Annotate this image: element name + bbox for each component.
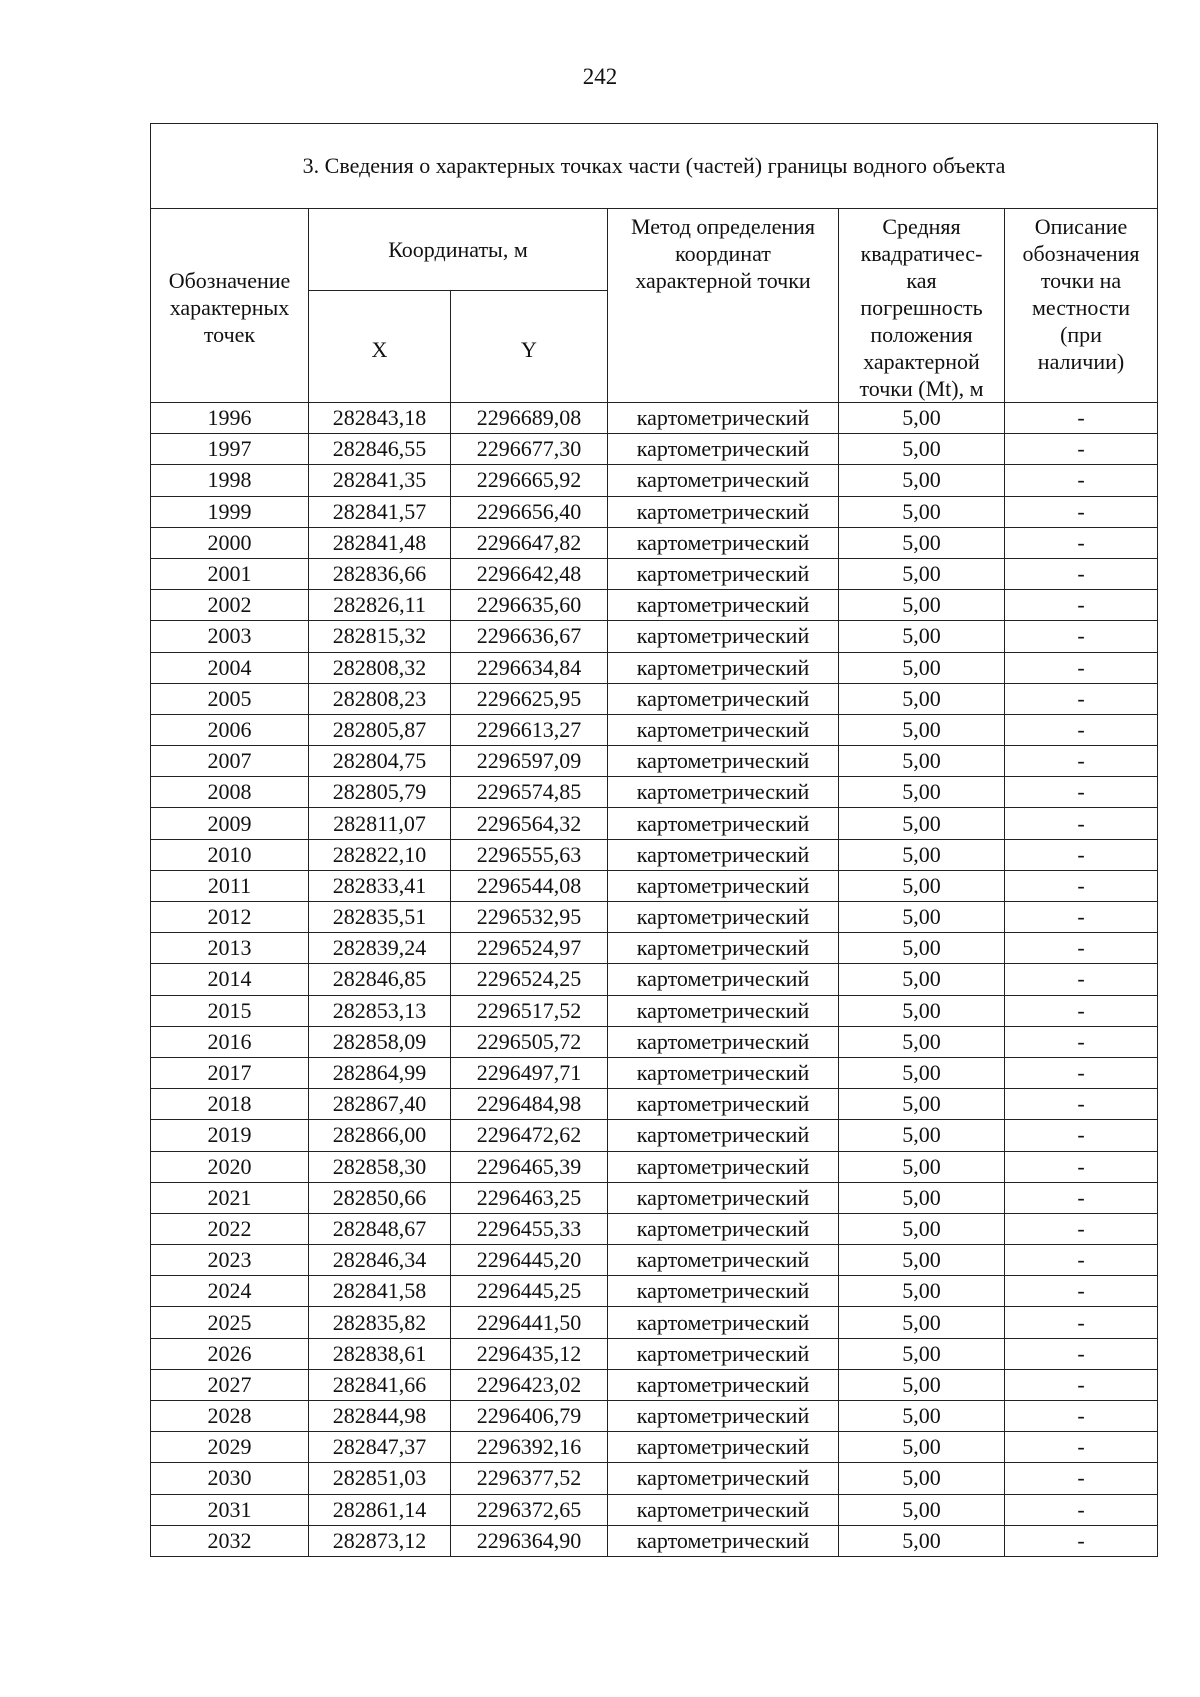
cell-accuracy: 5,00 xyxy=(839,1494,1005,1525)
cell-accuracy: 5,00 xyxy=(839,1182,1005,1213)
cell-coord-y: 2296665,92 xyxy=(451,465,608,496)
cell-point-id: 2031 xyxy=(151,1494,309,1525)
cell-description: - xyxy=(1005,590,1158,621)
cell-coord-y: 2296445,25 xyxy=(451,1276,608,1307)
cell-accuracy: 5,00 xyxy=(839,1026,1005,1057)
cell-description: - xyxy=(1005,777,1158,808)
header-designation xyxy=(151,209,309,403)
cell-coord-y: 2296435,12 xyxy=(451,1338,608,1369)
cell-coord-x: 282838,61 xyxy=(309,1338,451,1369)
cell-method: картометрический xyxy=(608,1276,839,1307)
cell-method: картометрический xyxy=(608,683,839,714)
cell-point-id: 2004 xyxy=(151,652,309,683)
cell-description: - xyxy=(1005,1307,1158,1338)
cell-accuracy: 5,00 xyxy=(839,621,1005,652)
cell-coord-y: 2296532,95 xyxy=(451,902,608,933)
cell-description: - xyxy=(1005,1494,1158,1525)
cell-accuracy: 5,00 xyxy=(839,1245,1005,1276)
table-row xyxy=(151,1338,1158,1369)
cell-coord-x: 282846,85 xyxy=(309,964,451,995)
cell-accuracy: 5,00 xyxy=(839,1307,1005,1338)
table-row xyxy=(151,1525,1158,1556)
cell-method: картометрический xyxy=(608,1245,839,1276)
table-row xyxy=(151,683,1158,714)
cell-method: картометрический xyxy=(608,1307,839,1338)
cell-method: картометрический xyxy=(608,870,839,901)
cell-description: - xyxy=(1005,621,1158,652)
cell-description: - xyxy=(1005,1026,1158,1057)
cell-description: - xyxy=(1005,1401,1158,1432)
cell-coord-y: 2296524,25 xyxy=(451,964,608,995)
cell-description: - xyxy=(1005,1213,1158,1244)
cell-coord-x: 282835,82 xyxy=(309,1307,451,1338)
cell-method: картометрический xyxy=(608,1057,839,1088)
cell-description: - xyxy=(1005,652,1158,683)
cell-description: - xyxy=(1005,808,1158,839)
cell-description: - xyxy=(1005,746,1158,777)
cell-coord-y: 2296597,09 xyxy=(451,746,608,777)
cell-method: картометрический xyxy=(608,902,839,933)
cell-method: картометрический xyxy=(608,1338,839,1369)
table-row xyxy=(151,1026,1158,1057)
table-row xyxy=(151,746,1158,777)
cell-description: - xyxy=(1005,714,1158,745)
table-row xyxy=(151,590,1158,621)
table-row xyxy=(151,1401,1158,1432)
cell-coord-y: 2296613,27 xyxy=(451,714,608,745)
table-row xyxy=(151,465,1158,496)
table-row xyxy=(151,902,1158,933)
cell-coord-x: 282861,14 xyxy=(309,1494,451,1525)
cell-point-id: 2013 xyxy=(151,933,309,964)
cell-coord-x: 282850,66 xyxy=(309,1182,451,1213)
cell-method: картометрический xyxy=(608,403,839,434)
cell-coord-y: 2296484,98 xyxy=(451,1089,608,1120)
cell-description: - xyxy=(1005,558,1158,589)
cell-point-id: 2021 xyxy=(151,1182,309,1213)
table-body xyxy=(151,403,1158,1557)
cell-point-id: 1998 xyxy=(151,465,309,496)
cell-point-id: 2027 xyxy=(151,1369,309,1400)
cell-description: - xyxy=(1005,1245,1158,1276)
cell-accuracy: 5,00 xyxy=(839,1151,1005,1182)
table-row xyxy=(151,652,1158,683)
table-row xyxy=(151,933,1158,964)
cell-accuracy: 5,00 xyxy=(839,870,1005,901)
cell-coord-x: 282841,35 xyxy=(309,465,451,496)
cell-description: - xyxy=(1005,995,1158,1026)
cell-coord-x: 282841,57 xyxy=(309,496,451,527)
cell-description: - xyxy=(1005,1463,1158,1494)
cell-point-id: 2022 xyxy=(151,1213,309,1244)
cell-coord-y: 2296392,16 xyxy=(451,1432,608,1463)
cell-coord-x: 282867,40 xyxy=(309,1089,451,1120)
cell-point-id: 2016 xyxy=(151,1026,309,1057)
cell-coord-x: 282858,09 xyxy=(309,1026,451,1057)
cell-coord-x: 282841,48 xyxy=(309,527,451,558)
cell-point-id: 2023 xyxy=(151,1245,309,1276)
cell-coord-y: 2296677,30 xyxy=(451,434,608,465)
cell-coord-y: 2296544,08 xyxy=(451,870,608,901)
cell-description: - xyxy=(1005,496,1158,527)
cell-accuracy: 5,00 xyxy=(839,527,1005,558)
cell-accuracy: 5,00 xyxy=(839,1432,1005,1463)
cell-coord-y: 2296441,50 xyxy=(451,1307,608,1338)
cell-method: картометрический xyxy=(608,1463,839,1494)
cell-point-id: 2005 xyxy=(151,683,309,714)
table-row xyxy=(151,621,1158,652)
table-row xyxy=(151,1089,1158,1120)
cell-method: картометрический xyxy=(608,1151,839,1182)
cell-coord-y: 2296635,60 xyxy=(451,590,608,621)
table-row xyxy=(151,403,1158,434)
cell-point-id: 2026 xyxy=(151,1338,309,1369)
cell-coord-y: 2296689,08 xyxy=(451,403,608,434)
cell-coord-x: 282805,87 xyxy=(309,714,451,745)
cell-point-id: 2009 xyxy=(151,808,309,839)
cell-description: - xyxy=(1005,1369,1158,1400)
cell-coord-y: 2296656,40 xyxy=(451,496,608,527)
cell-accuracy: 5,00 xyxy=(839,1276,1005,1307)
cell-coord-y: 2296524,97 xyxy=(451,933,608,964)
cell-coord-x: 282844,98 xyxy=(309,1401,451,1432)
cell-point-id: 2001 xyxy=(151,558,309,589)
cell-coord-y: 2296472,62 xyxy=(451,1120,608,1151)
cell-accuracy: 5,00 xyxy=(839,434,1005,465)
cell-method: картометрический xyxy=(608,933,839,964)
cell-coord-x: 282826,11 xyxy=(309,590,451,621)
cell-point-id: 2015 xyxy=(151,995,309,1026)
cell-coord-y: 2296574,85 xyxy=(451,777,608,808)
cell-method: картометрический xyxy=(608,1182,839,1213)
cell-accuracy: 5,00 xyxy=(839,465,1005,496)
cell-coord-x: 282847,37 xyxy=(309,1432,451,1463)
cell-coord-x: 282864,99 xyxy=(309,1057,451,1088)
cell-method: картометрический xyxy=(608,465,839,496)
cell-method: картометрический xyxy=(608,621,839,652)
cell-method: картометрический xyxy=(608,1432,839,1463)
cell-description: - xyxy=(1005,1525,1158,1556)
table-row xyxy=(151,808,1158,839)
table-row xyxy=(151,777,1158,808)
cell-method: картометрический xyxy=(608,808,839,839)
header-designation-label: Обозначение характерных точек xyxy=(168,268,291,347)
header-method xyxy=(608,209,839,403)
cell-coord-y: 2296642,48 xyxy=(451,558,608,589)
cell-point-id: 2029 xyxy=(151,1432,309,1463)
cell-point-id: 2003 xyxy=(151,621,309,652)
cell-point-id: 2024 xyxy=(151,1276,309,1307)
cell-method: картометрический xyxy=(608,1401,839,1432)
table-row xyxy=(151,964,1158,995)
table-row xyxy=(151,714,1158,745)
header-y-label: Y xyxy=(521,336,537,362)
cell-coord-y: 2296497,71 xyxy=(451,1057,608,1088)
cell-coord-x: 282836,66 xyxy=(309,558,451,589)
cell-method: картометрический xyxy=(608,777,839,808)
cell-accuracy: 5,00 xyxy=(839,1401,1005,1432)
table-row xyxy=(151,1307,1158,1338)
cell-coord-x: 282808,23 xyxy=(309,683,451,714)
cell-description: - xyxy=(1005,465,1158,496)
cell-coord-y: 2296505,72 xyxy=(451,1026,608,1057)
cell-coord-y: 2296423,02 xyxy=(451,1369,608,1400)
cell-coord-x: 282811,07 xyxy=(309,808,451,839)
table-row xyxy=(151,995,1158,1026)
cell-method: картометрический xyxy=(608,1369,839,1400)
cell-point-id: 2017 xyxy=(151,1057,309,1088)
cell-description: - xyxy=(1005,902,1158,933)
page-number: 242 xyxy=(582,64,618,89)
cell-accuracy: 5,00 xyxy=(839,1369,1005,1400)
cell-description: - xyxy=(1005,403,1158,434)
header-method-label: Метод определения координат характерной точки xyxy=(630,214,816,293)
cell-method: картометрический xyxy=(608,964,839,995)
cell-accuracy: 5,00 xyxy=(839,558,1005,589)
table-row xyxy=(151,527,1158,558)
cell-accuracy: 5,00 xyxy=(839,964,1005,995)
cell-coord-x: 282822,10 xyxy=(309,839,451,870)
cell-coord-y: 2296555,63 xyxy=(451,839,608,870)
cell-coord-x: 282873,12 xyxy=(309,1525,451,1556)
table-row xyxy=(151,1151,1158,1182)
cell-point-id: 2002 xyxy=(151,590,309,621)
header-x xyxy=(309,290,451,402)
cell-coord-x: 282833,41 xyxy=(309,870,451,901)
table-row xyxy=(151,1494,1158,1525)
cell-description: - xyxy=(1005,1089,1158,1120)
cell-accuracy: 5,00 xyxy=(839,839,1005,870)
cell-method: картометрический xyxy=(608,1089,839,1120)
cell-coord-x: 282835,51 xyxy=(309,902,451,933)
cell-coord-y: 2296465,39 xyxy=(451,1151,608,1182)
table-row xyxy=(151,1369,1158,1400)
cell-method: картометрический xyxy=(608,839,839,870)
cell-coord-x: 282841,66 xyxy=(309,1369,451,1400)
cell-coord-y: 2296625,95 xyxy=(451,683,608,714)
table-row xyxy=(151,1213,1158,1244)
table-row xyxy=(151,496,1158,527)
cell-coord-y: 2296372,65 xyxy=(451,1494,608,1525)
cell-coord-x: 282853,13 xyxy=(309,995,451,1026)
cell-description: - xyxy=(1005,1432,1158,1463)
cell-coord-x: 282805,79 xyxy=(309,777,451,808)
cell-method: картометрический xyxy=(608,496,839,527)
cell-accuracy: 5,00 xyxy=(839,1463,1005,1494)
cell-accuracy: 5,00 xyxy=(839,746,1005,777)
cell-description: - xyxy=(1005,964,1158,995)
cell-point-id: 2012 xyxy=(151,902,309,933)
header-y xyxy=(451,290,608,402)
cell-description: - xyxy=(1005,1182,1158,1213)
cell-coord-y: 2296564,32 xyxy=(451,808,608,839)
cell-point-id: 1996 xyxy=(151,403,309,434)
cell-coord-x: 282866,00 xyxy=(309,1120,451,1151)
cell-point-id: 2007 xyxy=(151,746,309,777)
cell-description: - xyxy=(1005,839,1158,870)
cell-coord-x: 282858,30 xyxy=(309,1151,451,1182)
cell-point-id: 2019 xyxy=(151,1120,309,1151)
cell-accuracy: 5,00 xyxy=(839,1338,1005,1369)
cell-coord-x: 282846,55 xyxy=(309,434,451,465)
cell-method: картометрический xyxy=(608,1525,839,1556)
characteristic-points-table xyxy=(150,123,1158,1557)
cell-point-id: 2000 xyxy=(151,527,309,558)
cell-point-id: 2010 xyxy=(151,839,309,870)
cell-coord-x: 282846,34 xyxy=(309,1245,451,1276)
cell-coord-y: 2296636,67 xyxy=(451,621,608,652)
cell-coord-y: 2296445,20 xyxy=(451,1245,608,1276)
cell-method: картометрический xyxy=(608,558,839,589)
cell-coord-y: 2296364,90 xyxy=(451,1525,608,1556)
cell-coord-y: 2296634,84 xyxy=(451,652,608,683)
cell-coord-x: 282843,18 xyxy=(309,403,451,434)
table-row xyxy=(151,434,1158,465)
cell-description: - xyxy=(1005,1120,1158,1151)
header-description xyxy=(1005,209,1158,403)
cell-accuracy: 5,00 xyxy=(839,1089,1005,1120)
cell-point-id: 2006 xyxy=(151,714,309,745)
cell-coord-x: 282815,32 xyxy=(309,621,451,652)
cell-point-id: 2018 xyxy=(151,1089,309,1120)
cell-description: - xyxy=(1005,527,1158,558)
cell-description: - xyxy=(1005,1151,1158,1182)
table-row xyxy=(151,558,1158,589)
cell-method: картометрический xyxy=(608,746,839,777)
table-row xyxy=(151,1182,1158,1213)
cell-accuracy: 5,00 xyxy=(839,808,1005,839)
cell-method: картометрический xyxy=(608,714,839,745)
section-title: 3. Сведения о характерных точках части (частей) границы водного объекта xyxy=(151,124,1158,209)
cell-accuracy: 5,00 xyxy=(839,933,1005,964)
cell-coord-x: 282804,75 xyxy=(309,746,451,777)
cell-coord-y: 2296455,33 xyxy=(451,1213,608,1244)
cell-accuracy: 5,00 xyxy=(839,496,1005,527)
cell-point-id: 2030 xyxy=(151,1463,309,1494)
cell-coord-x: 282851,03 xyxy=(309,1463,451,1494)
cell-point-id: 2028 xyxy=(151,1401,309,1432)
cell-description: - xyxy=(1005,933,1158,964)
cell-point-id: 2014 xyxy=(151,964,309,995)
cell-point-id: 2011 xyxy=(151,870,309,901)
cell-coord-y: 2296647,82 xyxy=(451,527,608,558)
table-row xyxy=(151,1276,1158,1307)
table-row xyxy=(151,1120,1158,1151)
cell-accuracy: 5,00 xyxy=(839,777,1005,808)
cell-coord-x: 282808,32 xyxy=(309,652,451,683)
cell-method: картометрический xyxy=(608,1494,839,1525)
table-row xyxy=(151,1432,1158,1463)
cell-description: - xyxy=(1005,1338,1158,1369)
cell-method: картометрический xyxy=(608,1026,839,1057)
cell-coord-y: 2296377,52 xyxy=(451,1463,608,1494)
table-row xyxy=(151,1057,1158,1088)
cell-method: картометрический xyxy=(608,995,839,1026)
cell-accuracy: 5,00 xyxy=(839,590,1005,621)
cell-accuracy: 5,00 xyxy=(839,1120,1005,1151)
cell-accuracy: 5,00 xyxy=(839,403,1005,434)
cell-point-id: 1999 xyxy=(151,496,309,527)
cell-point-id: 2020 xyxy=(151,1151,309,1182)
cell-description: - xyxy=(1005,434,1158,465)
cell-description: - xyxy=(1005,1057,1158,1088)
cell-method: картометрический xyxy=(608,652,839,683)
header-coordinates xyxy=(309,209,608,291)
cell-point-id: 2025 xyxy=(151,1307,309,1338)
cell-method: картометрический xyxy=(608,1213,839,1244)
header-description-label: Описание обозначения точки на местности (при наличии) xyxy=(1022,214,1140,374)
cell-coord-y: 2296517,52 xyxy=(451,995,608,1026)
cell-coord-y: 2296406,79 xyxy=(451,1401,608,1432)
cell-coord-x: 282841,58 xyxy=(309,1276,451,1307)
cell-method: картометрический xyxy=(608,590,839,621)
header-coordinates-label: Координаты, м xyxy=(388,236,528,262)
cell-accuracy: 5,00 xyxy=(839,902,1005,933)
cell-accuracy: 5,00 xyxy=(839,1057,1005,1088)
cell-coord-y: 2296463,25 xyxy=(451,1182,608,1213)
cell-description: - xyxy=(1005,870,1158,901)
header-accuracy-label: Средняя квадратичес- кая погрешность положения характерной точки (Mt), м xyxy=(859,214,984,401)
cell-method: картометрический xyxy=(608,434,839,465)
cell-description: - xyxy=(1005,1276,1158,1307)
cell-accuracy: 5,00 xyxy=(839,652,1005,683)
cell-description: - xyxy=(1005,683,1158,714)
table-row xyxy=(151,870,1158,901)
cell-method: картометрический xyxy=(608,527,839,558)
cell-accuracy: 5,00 xyxy=(839,1525,1005,1556)
cell-point-id: 2008 xyxy=(151,777,309,808)
cell-accuracy: 5,00 xyxy=(839,714,1005,745)
cell-accuracy: 5,00 xyxy=(839,1213,1005,1244)
cell-coord-x: 282839,24 xyxy=(309,933,451,964)
cell-coord-x: 282848,67 xyxy=(309,1213,451,1244)
cell-point-id: 2032 xyxy=(151,1525,309,1556)
cell-accuracy: 5,00 xyxy=(839,995,1005,1026)
table-row xyxy=(151,839,1158,870)
cell-method: картометрический xyxy=(608,1120,839,1151)
cell-accuracy: 5,00 xyxy=(839,683,1005,714)
table-row xyxy=(151,1463,1158,1494)
table-row xyxy=(151,1245,1158,1276)
cell-point-id: 1997 xyxy=(151,434,309,465)
header-accuracy xyxy=(839,209,1005,403)
header-x-label: X xyxy=(371,336,388,362)
